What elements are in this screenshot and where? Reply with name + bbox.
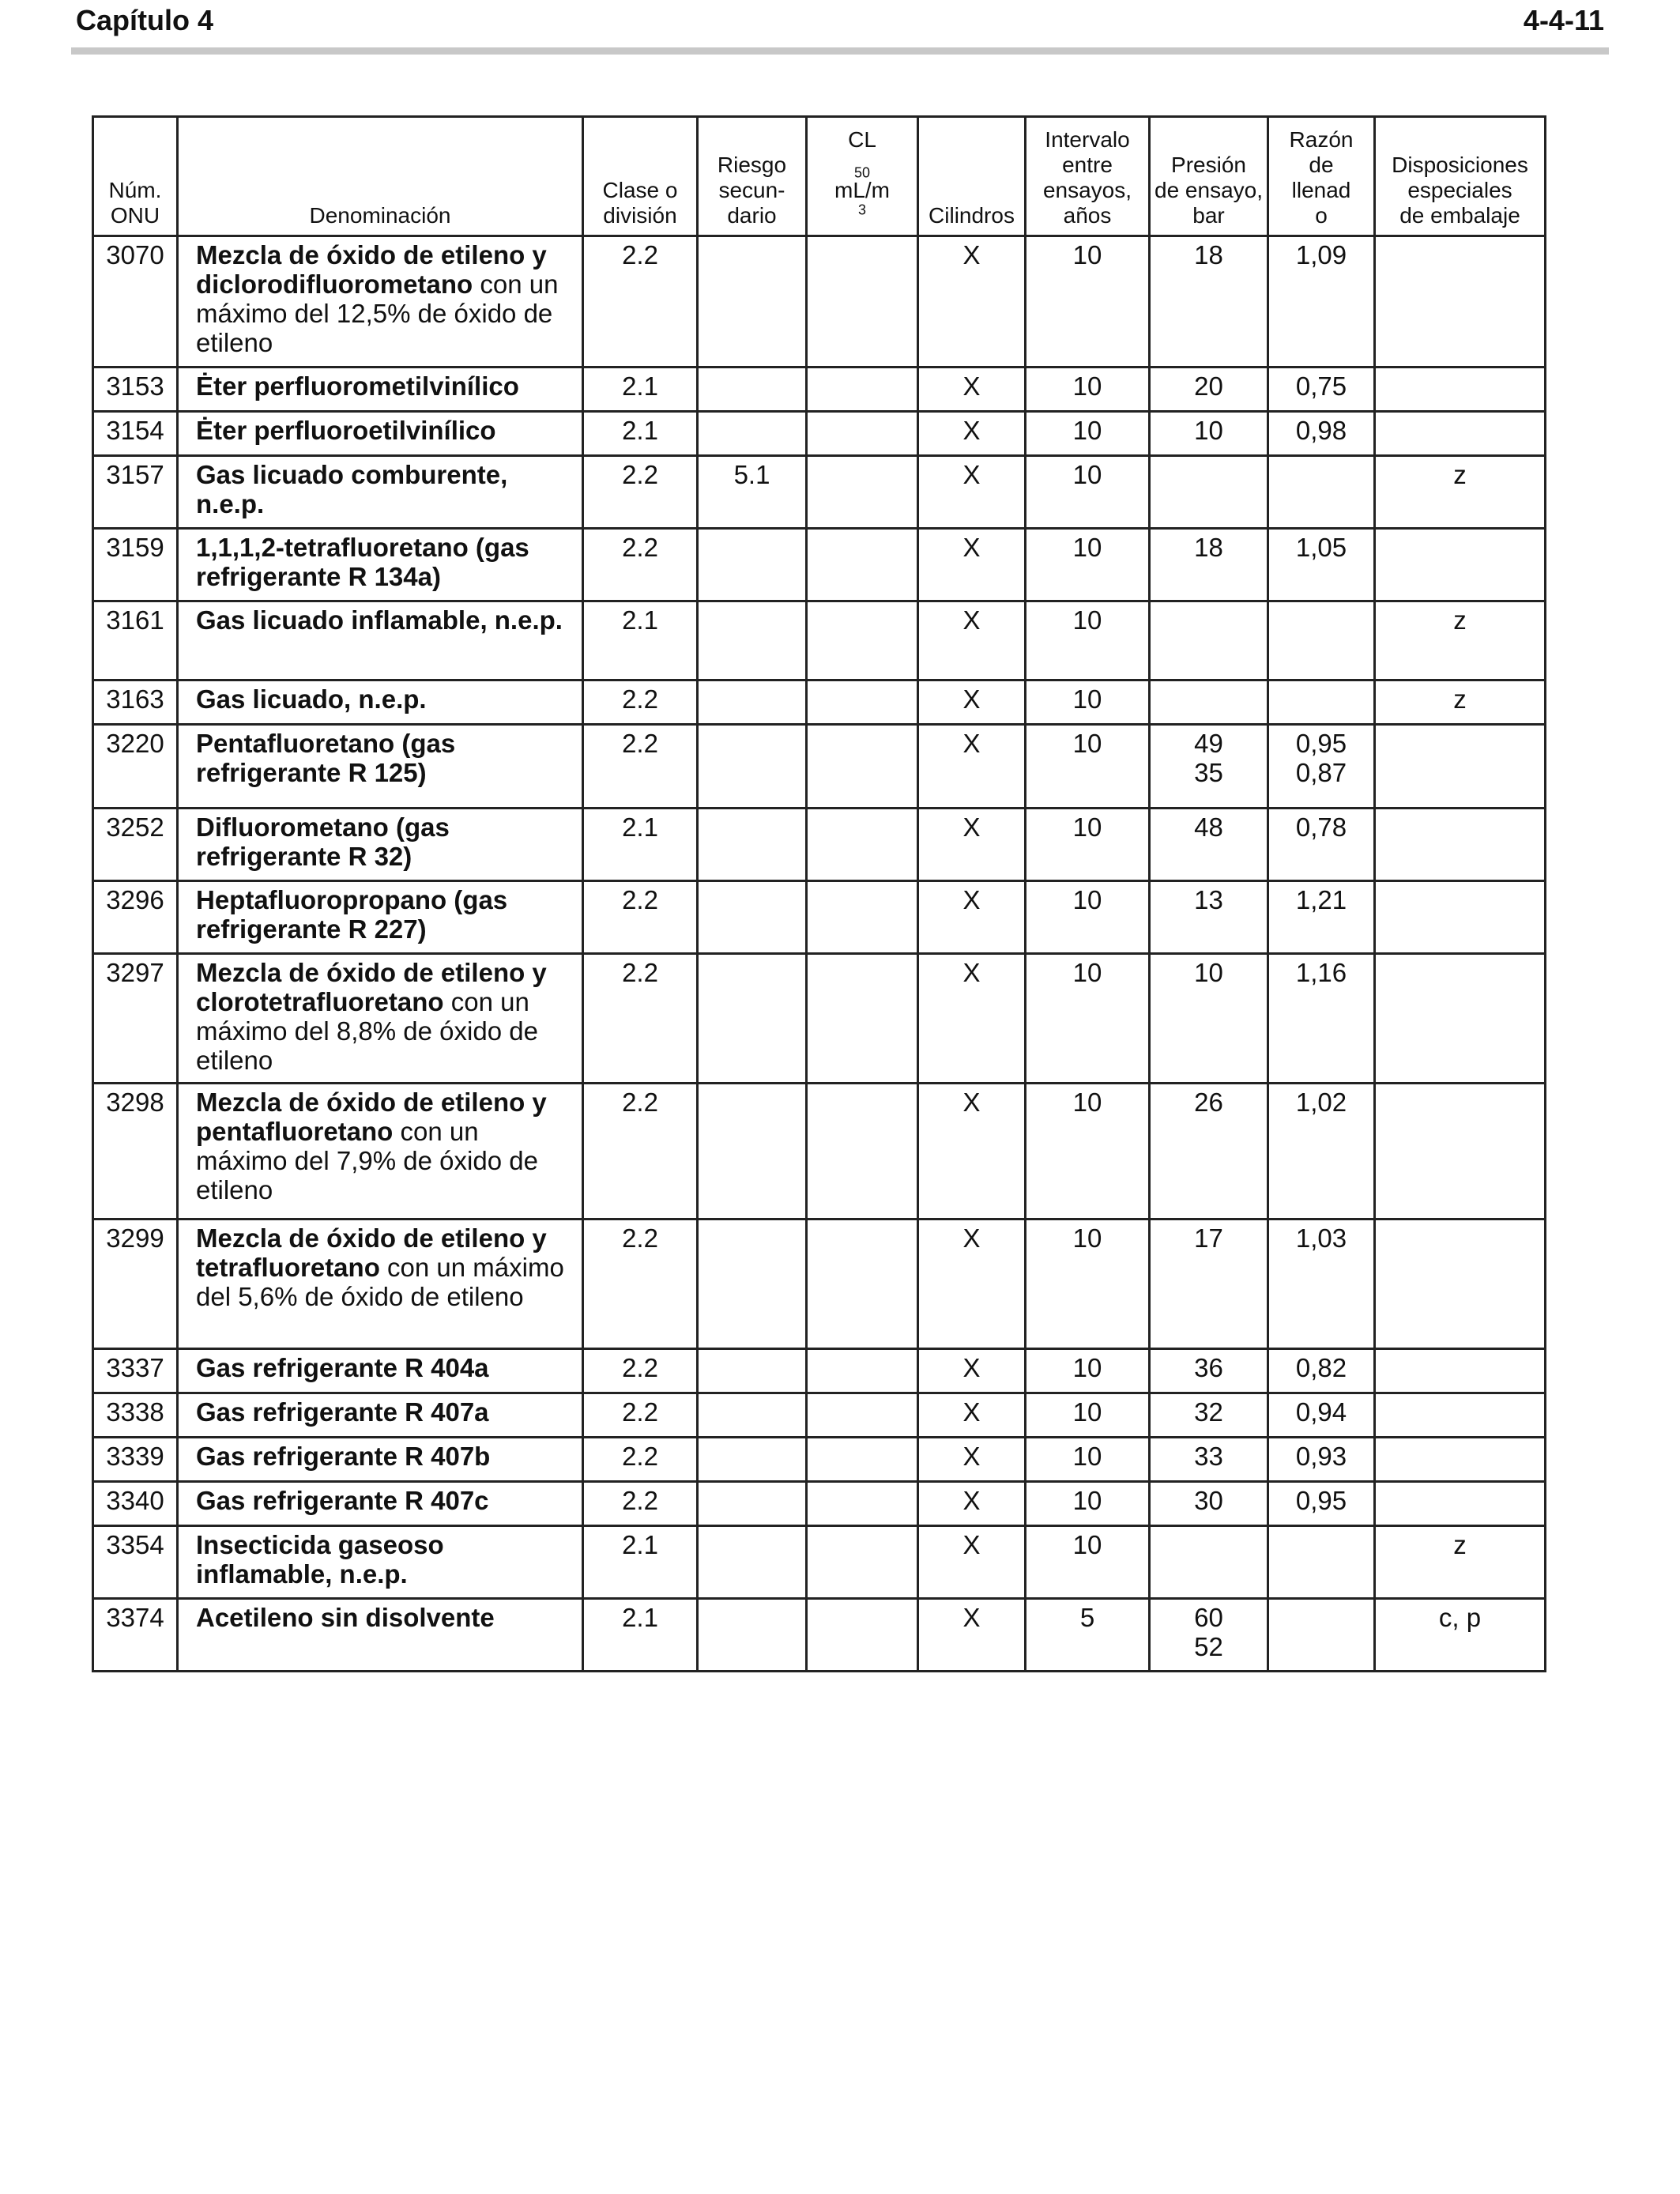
cell-onu: 3337 xyxy=(93,1349,178,1393)
cell-intervalo: 10 xyxy=(1026,236,1150,368)
cell-clase: 2.1 xyxy=(583,368,698,412)
cell-cilindros: X xyxy=(918,954,1026,1084)
table-row xyxy=(93,1438,1546,1482)
razon-value: 0,94 xyxy=(1295,1397,1347,1427)
name-bold: Gas refrigerante R 404a xyxy=(196,1353,489,1382)
cell-disposiciones xyxy=(1375,368,1546,412)
cell-cilindros: X xyxy=(918,529,1026,601)
cell-intervalo: 10 xyxy=(1026,809,1150,881)
cell-presion xyxy=(1150,236,1268,368)
cell-name xyxy=(178,412,583,456)
cell-onu: 3374 xyxy=(93,1599,178,1672)
cell-intervalo: 10 xyxy=(1026,881,1150,954)
table-row xyxy=(93,236,1546,368)
presion-value: 20 xyxy=(1194,371,1223,401)
presion-value: 10 xyxy=(1194,416,1223,445)
cell-intervalo: 10 xyxy=(1026,456,1150,529)
name-bold: Gas licuado, n.e.p. xyxy=(196,684,427,714)
name-bold: Gas refrigerante R 407a xyxy=(196,1397,489,1427)
cell-disposiciones xyxy=(1375,1393,1546,1438)
cell-riesgo xyxy=(698,601,807,680)
chapter-title: Capítulo 4 xyxy=(76,4,214,36)
cell-presion xyxy=(1150,954,1268,1084)
page-number: 4-4-11 xyxy=(1523,4,1604,36)
cell-disposiciones xyxy=(1375,529,1546,601)
col-header-disposiciones: Disposiciones especiales de embalaje xyxy=(1375,117,1546,236)
cell-name xyxy=(178,680,583,725)
cell-riesgo xyxy=(698,529,807,601)
table-row xyxy=(93,725,1546,809)
cell-clase: 2.2 xyxy=(583,725,698,809)
cell-disposiciones: z xyxy=(1375,601,1546,680)
cell-cilindros: X xyxy=(918,368,1026,412)
cell-razon xyxy=(1268,368,1375,412)
cell-name xyxy=(178,1482,583,1526)
cell-cilindros: X xyxy=(918,1599,1026,1672)
cell-onu: 3338 xyxy=(93,1393,178,1438)
cell-name xyxy=(178,601,583,680)
dangerous-goods-table xyxy=(92,115,1546,1672)
cell-clase: 2.2 xyxy=(583,529,698,601)
cell-cl50 xyxy=(807,1482,918,1526)
cell-cl50 xyxy=(807,529,918,601)
cell-razon xyxy=(1268,1220,1375,1349)
cell-clase: 2.2 xyxy=(583,1482,698,1526)
name-rest: con un máximo del 5,6% de óxido de etileno xyxy=(196,1253,564,1311)
cell-disposiciones xyxy=(1375,809,1546,881)
cell-razon xyxy=(1268,881,1375,954)
cell-cl50 xyxy=(807,1599,918,1672)
cell-intervalo: 10 xyxy=(1026,1220,1150,1349)
presion-value: 33 xyxy=(1194,1442,1223,1471)
presion-value: 60 xyxy=(1194,1603,1223,1632)
cell-name xyxy=(178,1526,583,1599)
name-rest: con un máximo del 7,9% de óxido de etileno xyxy=(196,1117,538,1204)
cell-riesgo xyxy=(698,725,807,809)
cell-razon xyxy=(1268,1599,1375,1672)
cell-riesgo xyxy=(698,1526,807,1599)
table-row xyxy=(93,368,1546,412)
presion-value: 36 xyxy=(1194,1353,1223,1382)
col-header-intervalo: Intervalo entre ensayos, años xyxy=(1026,117,1150,236)
cell-cl50 xyxy=(807,809,918,881)
table-row xyxy=(93,1599,1546,1672)
cell-clase: 2.2 xyxy=(583,1084,698,1220)
name-bold: Gas licuado inflamable, n.e.p. xyxy=(196,605,563,635)
cell-name xyxy=(178,236,583,368)
cell-presion xyxy=(1150,809,1268,881)
cell-intervalo: 10 xyxy=(1026,1084,1150,1220)
table-row xyxy=(93,954,1546,1084)
cell-onu: 3296 xyxy=(93,881,178,954)
cell-name xyxy=(178,456,583,529)
name-bold: Gas licuado comburente, n.e.p. xyxy=(196,460,508,518)
cell-disposiciones xyxy=(1375,1084,1546,1220)
cell-cl50 xyxy=(807,1393,918,1438)
cell-intervalo: 10 xyxy=(1026,1438,1150,1482)
cell-razon xyxy=(1268,1526,1375,1599)
table-row xyxy=(93,529,1546,601)
cell-riesgo xyxy=(698,809,807,881)
table-row xyxy=(93,1349,1546,1393)
cell-intervalo: 10 xyxy=(1026,529,1150,601)
cell-disposiciones xyxy=(1375,236,1546,368)
cell-cl50 xyxy=(807,1084,918,1220)
cell-riesgo xyxy=(698,954,807,1084)
presion-value: 30 xyxy=(1194,1486,1223,1515)
cell-riesgo xyxy=(698,881,807,954)
cell-clase: 2.1 xyxy=(583,1599,698,1672)
cell-name xyxy=(178,1349,583,1393)
table-row xyxy=(93,680,1546,725)
cell-clase: 2.1 xyxy=(583,1526,698,1599)
cell-name xyxy=(178,1438,583,1482)
cell-presion xyxy=(1150,1349,1268,1393)
cell-disposiciones xyxy=(1375,881,1546,954)
cell-razon xyxy=(1268,601,1375,680)
cell-cl50 xyxy=(807,1526,918,1599)
razon-value: 0,95 xyxy=(1295,1486,1347,1515)
cell-name xyxy=(178,529,583,601)
cell-onu: 3163 xyxy=(93,680,178,725)
cell-intervalo: 10 xyxy=(1026,680,1150,725)
cell-disposiciones xyxy=(1375,725,1546,809)
cell-razon xyxy=(1268,1349,1375,1393)
cell-cilindros: X xyxy=(918,1526,1026,1599)
presion-value: 35 xyxy=(1194,758,1223,787)
cell-clase: 2.2 xyxy=(583,954,698,1084)
name-bold: Ėter perfluorometilvinílico xyxy=(196,371,519,401)
razon-value: 0,78 xyxy=(1295,812,1347,842)
cell-clase: 2.2 xyxy=(583,1393,698,1438)
presion-value: 26 xyxy=(1194,1088,1223,1117)
razon-value: 1,03 xyxy=(1295,1223,1347,1253)
cell-onu: 3157 xyxy=(93,456,178,529)
cell-riesgo xyxy=(698,1084,807,1220)
cell-cl50 xyxy=(807,954,918,1084)
table-row xyxy=(93,456,1546,529)
cell-cilindros: X xyxy=(918,1220,1026,1349)
cell-onu: 3161 xyxy=(93,601,178,680)
cell-cl50 xyxy=(807,412,918,456)
name-bold: Gas refrigerante R 407c xyxy=(196,1486,489,1515)
cell-intervalo: 10 xyxy=(1026,954,1150,1084)
cell-cilindros: X xyxy=(918,601,1026,680)
cell-clase: 2.1 xyxy=(583,809,698,881)
name-bold: Ėter perfluoroetilvinílico xyxy=(196,416,496,445)
table-header-row xyxy=(93,117,1546,236)
cell-presion xyxy=(1150,529,1268,601)
table-row xyxy=(93,881,1546,954)
cell-razon xyxy=(1268,1084,1375,1220)
cell-cl50 xyxy=(807,725,918,809)
cell-cl50 xyxy=(807,601,918,680)
cell-riesgo: 5.1 xyxy=(698,456,807,529)
name-bold: 1,1,1,2-tetrafluoretano (gas refrigerante R 134a) xyxy=(196,533,529,591)
col-header-clase: Clase o división xyxy=(583,117,698,236)
cell-clase: 2.2 xyxy=(583,680,698,725)
cell-presion xyxy=(1150,412,1268,456)
col-header-onu: Núm. ONU xyxy=(93,117,178,236)
name-bold: Gas refrigerante R 407b xyxy=(196,1442,491,1471)
cell-cilindros: X xyxy=(918,236,1026,368)
cell-riesgo xyxy=(698,412,807,456)
table-row xyxy=(93,809,1546,881)
name-bold: Heptafluoropropano (gas refrigerante R 227) xyxy=(196,885,508,944)
cell-cilindros: X xyxy=(918,412,1026,456)
cell-onu: 3070 xyxy=(93,236,178,368)
col-header-riesgo: Riesgo secun- dario xyxy=(698,117,807,236)
cell-riesgo xyxy=(698,1599,807,1672)
cell-presion xyxy=(1150,1220,1268,1349)
cell-presion xyxy=(1150,1393,1268,1438)
cell-razon xyxy=(1268,1438,1375,1482)
cell-disposiciones xyxy=(1375,1349,1546,1393)
cell-riesgo xyxy=(698,1220,807,1349)
cell-intervalo: 10 xyxy=(1026,1482,1150,1526)
cell-disposiciones xyxy=(1375,954,1546,1084)
razon-value: 1,02 xyxy=(1295,1088,1347,1117)
cell-onu: 3159 xyxy=(93,529,178,601)
cell-name xyxy=(178,954,583,1084)
name-bold: Pentafluoretano (gas refrigerante R 125) xyxy=(196,729,456,787)
cell-name xyxy=(178,1599,583,1672)
cell-cl50 xyxy=(807,881,918,954)
cell-razon xyxy=(1268,725,1375,809)
cell-name xyxy=(178,809,583,881)
cell-cilindros: X xyxy=(918,456,1026,529)
cell-cl50 xyxy=(807,1349,918,1393)
razon-value: 1,05 xyxy=(1295,533,1347,562)
cell-presion xyxy=(1150,456,1268,529)
cell-cilindros: X xyxy=(918,809,1026,881)
cell-riesgo xyxy=(698,1438,807,1482)
table-row xyxy=(93,1526,1546,1599)
cell-disposiciones: z xyxy=(1375,1526,1546,1599)
cell-cl50 xyxy=(807,236,918,368)
col-header-cilindros: Cilindros xyxy=(918,117,1026,236)
table-row xyxy=(93,601,1546,680)
name-bold: Difluorometano (gas refrigerante R 32) xyxy=(196,812,450,871)
cell-presion xyxy=(1150,725,1268,809)
name-bold: Acetileno sin disolvente xyxy=(196,1603,495,1632)
cell-presion xyxy=(1150,368,1268,412)
cell-onu: 3354 xyxy=(93,1526,178,1599)
table-row xyxy=(93,1084,1546,1220)
cell-presion xyxy=(1150,881,1268,954)
presion-value: 13 xyxy=(1194,885,1223,914)
cell-presion xyxy=(1150,601,1268,680)
cell-onu: 3154 xyxy=(93,412,178,456)
cell-onu: 3153 xyxy=(93,368,178,412)
cell-cilindros: X xyxy=(918,1438,1026,1482)
name-bold: Mezcla de óxido de etileno y diclorodifluorometano xyxy=(196,240,547,299)
cell-disposiciones: c, p xyxy=(1375,1599,1546,1672)
cell-name xyxy=(178,881,583,954)
razon-value: 0,95 xyxy=(1295,729,1347,758)
cell-onu: 3339 xyxy=(93,1438,178,1482)
cell-riesgo xyxy=(698,680,807,725)
cell-clase: 2.2 xyxy=(583,236,698,368)
razon-value: 0,93 xyxy=(1295,1442,1347,1471)
name-bold: Mezcla de óxido de etileno y tetrafluoretano xyxy=(196,1223,547,1282)
name-bold: Mezcla de óxido de etileno y clorotetrafluoretano xyxy=(196,958,547,1016)
presion-value: 18 xyxy=(1194,240,1223,270)
cell-riesgo xyxy=(698,236,807,368)
cell-name xyxy=(178,368,583,412)
presion-value: 49 xyxy=(1194,729,1223,758)
col-header-name: Denominación xyxy=(178,117,583,236)
cell-disposiciones xyxy=(1375,1220,1546,1349)
table-row xyxy=(93,1220,1546,1349)
col-header-presion: Presión de ensayo, bar xyxy=(1150,117,1268,236)
presion-value: 52 xyxy=(1194,1632,1223,1661)
cell-razon xyxy=(1268,680,1375,725)
cell-onu: 3297 xyxy=(93,954,178,1084)
name-bold: Insecticida gaseoso inflamable, n.e.p. xyxy=(196,1530,444,1589)
cell-clase: 2.1 xyxy=(583,601,698,680)
cell-intervalo: 10 xyxy=(1026,1349,1150,1393)
presion-value: 17 xyxy=(1194,1223,1223,1253)
cell-intervalo: 10 xyxy=(1026,1526,1150,1599)
presion-value: 10 xyxy=(1194,958,1223,987)
razon-value: 1,09 xyxy=(1295,240,1347,270)
cell-intervalo: 5 xyxy=(1026,1599,1150,1672)
cell-intervalo: 10 xyxy=(1026,412,1150,456)
cell-presion xyxy=(1150,1084,1268,1220)
cell-presion xyxy=(1150,1482,1268,1526)
table-row xyxy=(93,1482,1546,1526)
cell-presion xyxy=(1150,1599,1268,1672)
cell-riesgo xyxy=(698,1349,807,1393)
cell-disposiciones: z xyxy=(1375,456,1546,529)
cell-cilindros: X xyxy=(918,1349,1026,1393)
cell-name xyxy=(178,1220,583,1349)
cell-clase: 2.2 xyxy=(583,1220,698,1349)
page-header xyxy=(71,0,1609,51)
cell-razon xyxy=(1268,1482,1375,1526)
table-row xyxy=(93,412,1546,456)
cell-presion xyxy=(1150,1438,1268,1482)
cell-presion xyxy=(1150,680,1268,725)
cell-onu: 3298 xyxy=(93,1084,178,1220)
cell-onu: 3220 xyxy=(93,725,178,809)
cell-razon xyxy=(1268,1393,1375,1438)
razon-value: 0,98 xyxy=(1295,416,1347,445)
name-rest: con un máximo del 8,8% de óxido de etileno xyxy=(196,987,538,1075)
col-header-cl50: CL $_{50}$ mL/m $^3$ xyxy=(807,117,918,236)
razon-value: 0,75 xyxy=(1295,371,1347,401)
presion-value: 48 xyxy=(1194,812,1223,842)
cell-intervalo: 10 xyxy=(1026,725,1150,809)
cell-name xyxy=(178,1084,583,1220)
cell-clase: 2.2 xyxy=(583,881,698,954)
cell-cilindros: X xyxy=(918,881,1026,954)
presion-value: 18 xyxy=(1194,533,1223,562)
cell-onu: 3252 xyxy=(93,809,178,881)
cell-cilindros: X xyxy=(918,680,1026,725)
cell-razon xyxy=(1268,529,1375,601)
razon-value: 0,87 xyxy=(1295,758,1347,787)
cell-riesgo xyxy=(698,368,807,412)
cell-razon xyxy=(1268,412,1375,456)
cell-cl50 xyxy=(807,368,918,412)
cell-razon xyxy=(1268,809,1375,881)
cell-razon xyxy=(1268,456,1375,529)
name-bold: Mezcla de óxido de etileno y pentafluoretano xyxy=(196,1088,547,1146)
table-row xyxy=(93,1393,1546,1438)
cell-disposiciones: z xyxy=(1375,680,1546,725)
razon-value: 0,82 xyxy=(1295,1353,1347,1382)
cell-cl50 xyxy=(807,456,918,529)
header-rule xyxy=(71,47,1609,55)
razon-value: 1,21 xyxy=(1295,885,1347,914)
cell-disposiciones xyxy=(1375,412,1546,456)
cell-razon xyxy=(1268,236,1375,368)
cell-disposiciones xyxy=(1375,1438,1546,1482)
cell-cilindros: X xyxy=(918,1393,1026,1438)
razon-value: 1,16 xyxy=(1295,958,1347,987)
cell-clase: 2.1 xyxy=(583,412,698,456)
cell-presion xyxy=(1150,1526,1268,1599)
cell-cilindros: X xyxy=(918,1482,1026,1526)
cell-name xyxy=(178,1393,583,1438)
cell-intervalo: 10 xyxy=(1026,368,1150,412)
name-rest: con un máximo del 12,5% de óxido de etileno xyxy=(196,270,559,357)
cell-intervalo: 10 xyxy=(1026,1393,1150,1438)
cell-intervalo: 10 xyxy=(1026,601,1150,680)
presion-value: 32 xyxy=(1194,1397,1223,1427)
cell-cilindros: X xyxy=(918,1084,1026,1220)
cell-cl50 xyxy=(807,680,918,725)
cell-name xyxy=(178,725,583,809)
cell-clase: 2.2 xyxy=(583,1349,698,1393)
cell-cl50 xyxy=(807,1220,918,1349)
cell-cl50 xyxy=(807,1438,918,1482)
cell-riesgo xyxy=(698,1482,807,1526)
cell-clase: 2.2 xyxy=(583,456,698,529)
cell-razon xyxy=(1268,954,1375,1084)
cell-clase: 2.2 xyxy=(583,1438,698,1482)
cell-onu: 3340 xyxy=(93,1482,178,1526)
cell-cilindros: X xyxy=(918,725,1026,809)
col-header-razon: Razón de llenad o xyxy=(1268,117,1375,236)
cell-riesgo xyxy=(698,1393,807,1438)
cell-disposiciones xyxy=(1375,1482,1546,1526)
cell-onu: 3299 xyxy=(93,1220,178,1349)
